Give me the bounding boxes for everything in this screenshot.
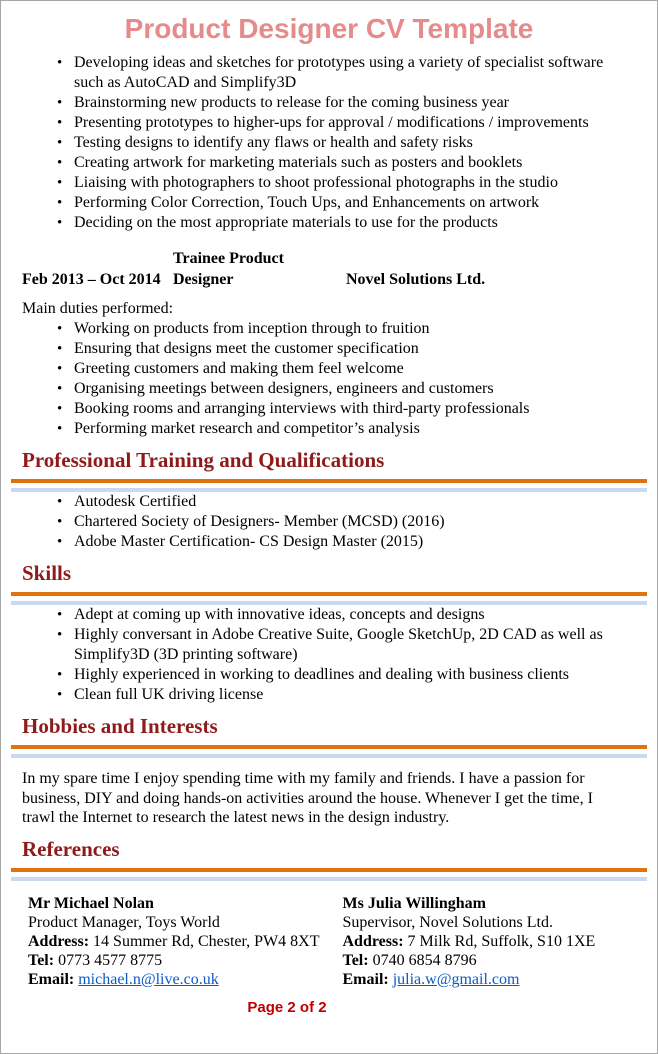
page-number: Page 2 of 2 [247, 998, 327, 1016]
bullet-item: • Ensuring that designs meet the customer specification [56, 339, 606, 359]
email-label: Email: [342, 970, 389, 988]
experience-role: Trainee Product Designer [173, 250, 284, 288]
email-link[interactable]: julia.w@gmail.com [392, 970, 520, 988]
bullet-item: • Testing designs to identify any flaws or health and safety risks [56, 133, 606, 153]
reference-tel-line [28, 951, 343, 970]
bullet-item: • Deciding on the most appropriate materials to use for the products [56, 213, 606, 233]
bullet-item: • Autodesk Certified [56, 492, 606, 512]
blue-divider [11, 877, 647, 881]
bullet-item: • Creating artwork for marketing materials such as posters and booklets [56, 153, 606, 173]
reference-name: Mr Michael Nolan [28, 894, 154, 912]
bullet-item: • Adept at coming up with innovative ideas, concepts and designs [56, 605, 606, 625]
bullet-item: • Chartered Society of Designers- Member (MCSD) (2016) [56, 512, 606, 532]
orange-divider [11, 868, 647, 872]
reference-address-line [343, 932, 658, 951]
reference-address: 7 Milk Rd, Suffolk, S10 1XE [407, 932, 596, 950]
orange-divider [11, 745, 647, 749]
qualifications-bullet-list [56, 492, 606, 552]
reference-email-line [343, 970, 658, 989]
bullet-item: • Developing ideas and sketches for prototypes using a variety of specialist software such as AutoCAD and Simplify3D [56, 53, 606, 93]
bullet-item: • Performing market research and competitor’s analysis [56, 419, 606, 439]
bullet-item: • Clean full UK driving license [56, 685, 606, 705]
reference-card-left [28, 894, 343, 989]
bullet-item: • Highly experienced in working to deadlines and dealing with business clients [56, 665, 606, 685]
bullet-item: • Greeting customers and making them feel welcome [56, 359, 606, 379]
reference-name: Ms Julia Willingham [342, 894, 486, 912]
reference-tel-line [343, 951, 658, 970]
references-row [28, 894, 657, 989]
experience-company: Novel Solutions Ltd. [346, 271, 486, 288]
orange-divider [11, 592, 647, 596]
duties-label: Main duties performed: [22, 300, 174, 317]
tel-label: Tel: [28, 951, 55, 969]
section-heading-qualifications: Professional Training and Qualifications [22, 448, 385, 472]
reference-title: Product Manager, Toys World [28, 913, 220, 931]
experience-bullet-list [56, 319, 606, 439]
bullet-item: • Organising meetings between designers, engineers and customers [56, 379, 606, 399]
bullet-item: • Presenting prototypes to higher-ups for approval / modifications / improvements [56, 113, 606, 133]
hobbies-paragraph: In my spare time I enjoy spending time with my family and friends. I have a passion for business, DIY and doing hands-on activities around the house. Whenever I get the time, I trawl the Internet to research the latest news in the design industry. [22, 770, 593, 826]
tel-label: Tel: [342, 951, 369, 969]
email-label: Email: [28, 970, 75, 988]
reference-tel: 0773 4577 8775 [58, 951, 163, 969]
section-heading-references: References [22, 836, 120, 861]
reference-address-line [28, 932, 343, 951]
address-label: Address: [342, 932, 404, 950]
reference-card-right [343, 894, 658, 989]
section-heading-hobbies: Hobbies and Interests [22, 714, 218, 738]
skills-bullet-list [56, 605, 606, 705]
experience-header [22, 248, 657, 290]
section-heading-skills: Skills [22, 561, 72, 585]
bullet-item: • Liaising with photographers to shoot professional photographs in the studio [56, 173, 606, 193]
bullet-item: • Adobe Master Certification- CS Design Master (2015) [56, 532, 606, 552]
bullet-item: • Highly conversant in Adobe Creative Suite, Google SketchUp, 2D CAD as well as Simplify3D (3D printing software) [56, 625, 606, 665]
intro-bullet-list [56, 53, 606, 233]
reference-title: Supervisor, Novel Solutions Ltd. [342, 913, 553, 931]
bullet-item: • Working on products from inception through to fruition [56, 319, 606, 339]
bullet-item: • Performing Color Correction, Touch Ups, and Enhancements on artwork [56, 193, 606, 213]
address-label: Address: [28, 932, 90, 950]
page-title: Product Designer CV Template [124, 13, 534, 44]
email-link[interactable]: michael.n@live.co.uk [78, 970, 219, 988]
reference-tel: 0740 6854 8796 [372, 951, 477, 969]
orange-divider [11, 479, 647, 483]
bullet-item: • Booking rooms and arranging interviews with third-party professionals [56, 399, 606, 419]
reference-address: 14 Summer Rd, Chester, PW4 8XT [93, 932, 320, 950]
experience-dates: Feb 2013 – Oct 2014 [22, 271, 161, 288]
bullet-item: • Brainstorming new products to release for the coming business year [56, 93, 606, 113]
blue-divider [11, 754, 647, 758]
reference-email-line [28, 970, 343, 989]
